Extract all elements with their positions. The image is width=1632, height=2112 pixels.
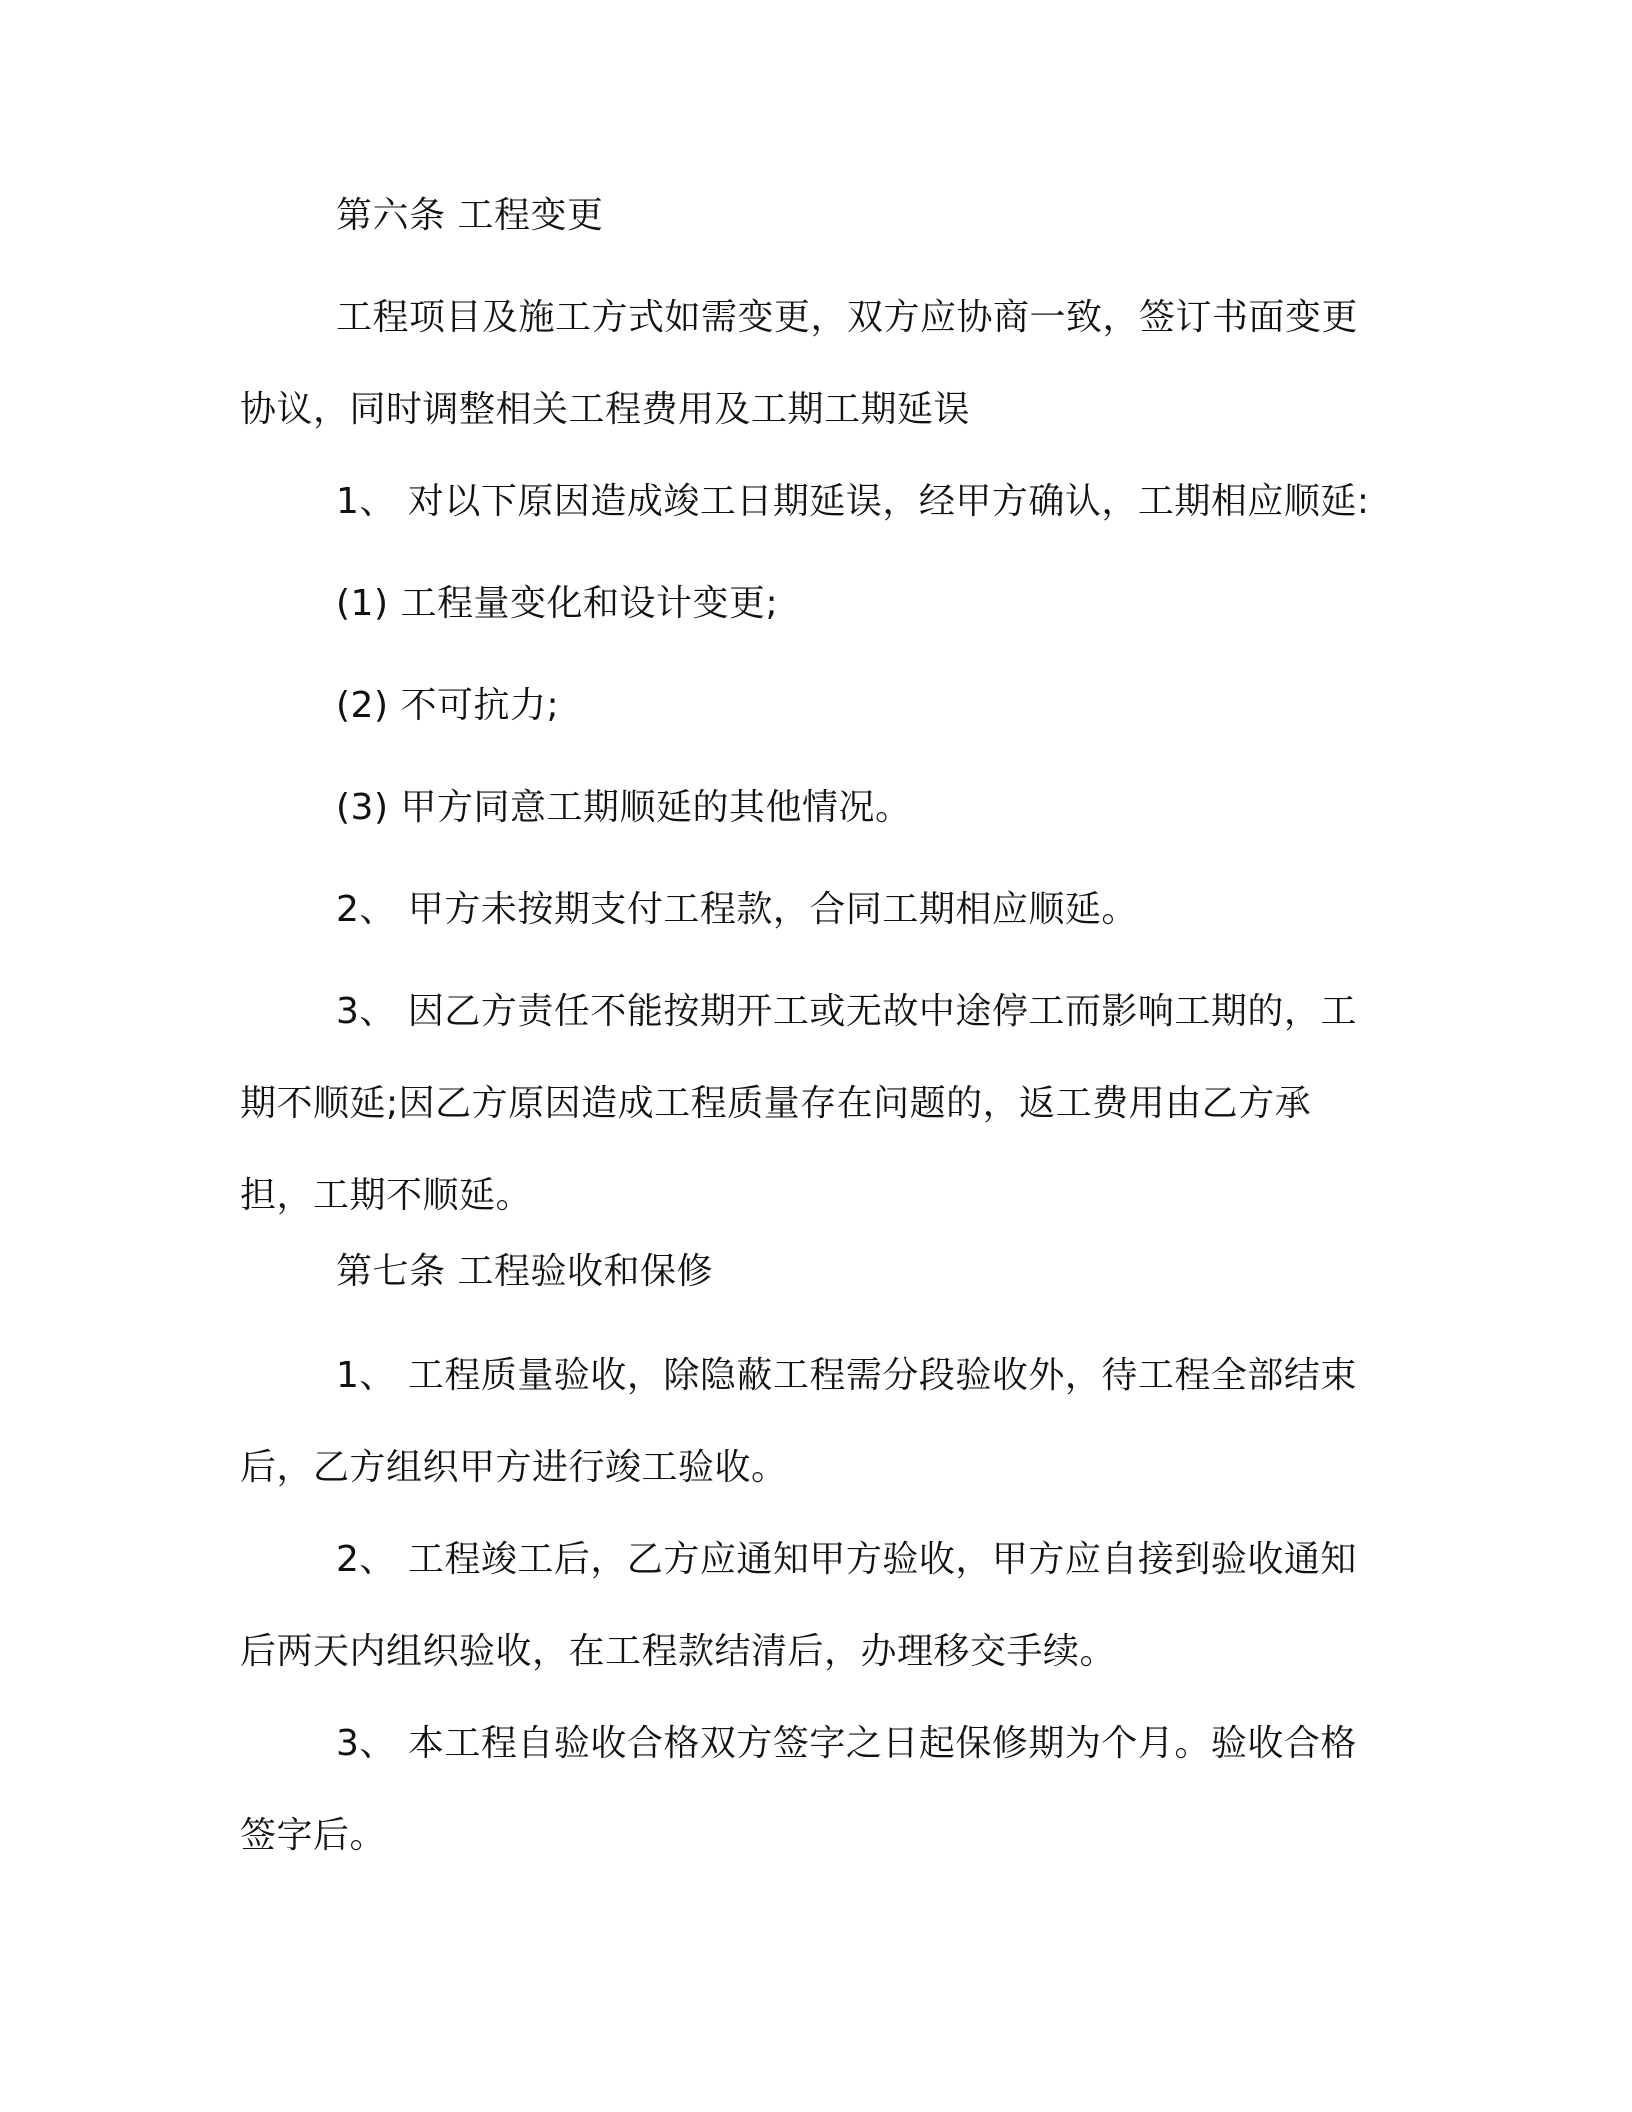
section-7-paragraph-2: 2、 工程竣工后，乙方应通知甲方验收，甲方应自接到验收通知后两天内组织验收，在工程款结清后，办理移交手续。	[240, 1539, 1357, 1672]
section-6-paragraph-7: 3、 因乙方责任不能按期开工或无故中途停工而影响工期的，工期不顺延;因乙方原因造成工程质量存在问题的，返工费用由乙方承担，工期不顺延。	[240, 991, 1357, 1216]
section-6-paragraph-2: 1、 对以下原因造成竣工日期延误，经甲方确认，工期相应顺延:	[336, 481, 1370, 522]
section-7-paragraph-1: 1、 工程质量验收，除隐蔽工程需分段验收外，待工程全部结束后，乙方组织甲方进行竣工验收。	[240, 1355, 1357, 1488]
section-6-paragraph-1: 工程项目及施工方式如需变更，双方应协商一致，签订书面变更协议，同时调整相关工程费用及工期工期延误	[240, 297, 1359, 430]
section-6-paragraph-6: 2、 甲方未按期支付工程款，合同工期相应顺延。	[336, 889, 1138, 930]
section-6-paragraph-5: (3) 甲方同意工期顺延的其他情况。	[336, 787, 912, 828]
section-6-heading: 第六条 工程变更	[336, 195, 604, 236]
section-6-paragraph-4: (2) 不可抗力;	[336, 685, 560, 726]
section-6-paragraph-3: (1) 工程量变化和设计变更;	[336, 583, 779, 624]
section-7-paragraph-3: 3、 本工程自验收合格双方签字之日起保修期为个月。验收合格签字后。	[240, 1723, 1357, 1856]
section-7-heading: 第七条 工程验收和保修	[336, 1251, 713, 1292]
